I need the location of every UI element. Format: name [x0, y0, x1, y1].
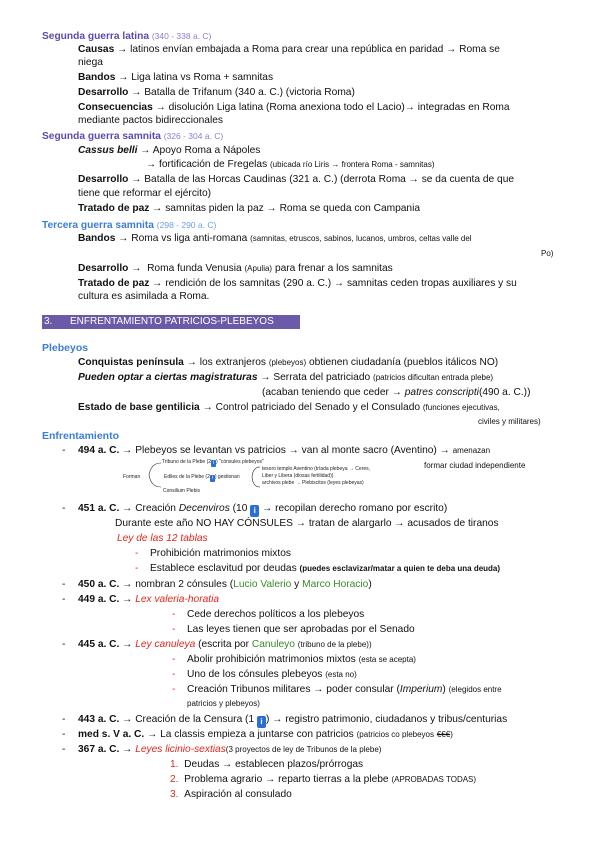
diagram-g1: tesoro templo Aventino (tríada plebeya → Ceres, [262, 466, 371, 472]
bullet-dash-red: - [172, 684, 176, 695]
latina-range: (340 - 338 a. C) [151, 31, 212, 41]
event-445-item-1: Abolir prohibición matrimonios mixtos (esta se acepta) [187, 654, 416, 665]
info-icon: i [250, 505, 259, 517]
event-445: 445 a. C. → Ley canuleya (escrita por Canuleyo (tribuno de la plebe)) [78, 639, 372, 650]
latina-heading [42, 30, 211, 43]
plebeyos-pueden-cont: (acaban teniendo que ceder → patres conscripti(490 a. C.)) [262, 387, 531, 398]
event-367-item-1: 1. Deudas → establecen plazos/prórrogas [170, 759, 364, 770]
info-icon: i [211, 475, 213, 481]
plebeyos-estado: Estado de base gentilicia → Control patriciado del Senado y el Consulado (funciones ejecutivas, [78, 402, 500, 413]
bullet-dash-red: - [172, 669, 176, 680]
bullet-dash-red: - [135, 563, 139, 574]
event-367: 367 a. C. → Leyes licinio-sextias(3 proyectos de ley de Tribunos de la plebe) [78, 744, 382, 755]
bullet-dash: - [62, 445, 66, 456]
samnita2-desarrollo-cont: tiene que reformar el ejército) [78, 188, 212, 199]
samnita3-desarrollo: Desarrollo → Roma funda Venusia (Apulia) para frenar a los samnitas [78, 263, 393, 274]
samnita3-tratado-cont: cultura es asimilada a Roma. [78, 291, 210, 302]
event-450: 450 a. C. → nombran 2 cónsules (Lucio Valerio y Marco Horacio) [78, 579, 372, 590]
diagram-brace-right [248, 465, 262, 489]
plebeyos-pueden: Pueden optar a ciertas magistraturas → Serrata del patriciado (patricios dificultan entrada plebe) [78, 372, 494, 383]
diagram-g3: archivos plebe → Plebiscitos (leyes plebeyas) [262, 480, 364, 486]
event-367-item-2: 2. Problema agrario → reparto tierras a la plebe (APROBADAS TODAS) [170, 774, 477, 785]
bullet-dash: - [62, 744, 66, 755]
diagram-forman: Forman [123, 474, 141, 480]
bullet-dash-red: - [172, 624, 176, 635]
event-med-v: med s. V a. C. → La classis empieza a juntarse con patricios (patricios co plebeyos €€€) [78, 729, 453, 740]
bullet-dash: - [62, 594, 66, 605]
diagram-ediles: Ediles de la Plebe (2 i ) gestionan [164, 474, 240, 481]
samnita2-casus-cont: → fortificación de Fregelas (ubicada río Liris → frontera Roma - samnitas) [146, 159, 435, 170]
plebeyos-conquistas: Conquistas península → los extranjeros (plebeyos) obtienen ciudadanía (pueblos itálicos NO) [78, 357, 499, 368]
diagram-tribuno: Tribuno de la Plebe (2 i ) "cónsules plebeyos" [162, 459, 264, 466]
plebeyos-estado-cont: civiles y militares) [478, 417, 541, 426]
latina-title: Segunda guerra latina [42, 31, 149, 42]
samnita2-casus: Cassus belli → Apoyo Roma a Nápoles [78, 145, 261, 156]
event-449-item-1: Cede derechos políticos a los plebeyos [187, 609, 365, 620]
event-494: 494 a. C. → Plebeyos se levantan vs patricios → van al monte sacro (Aventino) → amenazan [78, 445, 491, 456]
latina-consecuencias: Consecuencias → disolución Liga latina (Roma anexiona todo el Lacio)→ integradas en Roma [78, 102, 510, 113]
samnita3-tratado: Tratado de paz → rendición de los samnitas (290 a. C.) → samnitas ceden tropas auxiliares y su [78, 278, 517, 289]
bullet-dash: - [62, 503, 66, 514]
event-451-ley: Ley de las 12 tablas [117, 533, 208, 544]
info-icon: i [257, 716, 266, 728]
samnita2-tratado: Tratado de paz → samnitas piden la paz → Roma se queda con Campania [78, 203, 421, 214]
samnita3-bandos: Bandos → Roma vs liga anti-romana (samnitas, etruscos, sabinos, lucanos, umbros, celtas valle del [78, 233, 472, 244]
event-449-item-2: Las leyes tienen que ser aprobadas por el Senado [187, 624, 415, 635]
bullet-dash-red: - [172, 654, 176, 665]
event-445-item-3-cont: patricios y plebeyos) [187, 699, 260, 708]
bullet-dash-red: - [172, 609, 176, 620]
latina-causas-cont: niega [78, 57, 103, 68]
bullet-dash: - [62, 579, 66, 590]
latina-desarrollo: Desarrollo → Batalla de Trifanum (340 a. C.) (victoria Roma) [78, 87, 355, 98]
event-443: 443 a. C. → Creación de la Censura (1 i ) → registro patrimonio, ciudadanos y tribus/centurias [78, 714, 508, 726]
event-445-item-3: Creación Tribunos militares → poder consular (Imperium) (elegidos entre [187, 684, 502, 695]
bullet-dash: - [62, 639, 66, 650]
info-icon: i [212, 460, 215, 466]
event-451-item-1: Prohibición matrimonios mixtos [150, 548, 291, 559]
event-367-item-3: 3. Aspiración al consulado [170, 789, 292, 800]
bullet-dash: - [62, 729, 66, 740]
bullet-dash: - [62, 714, 66, 725]
diagram-g2: Liber y Libera (diosas fertilidad)) [262, 473, 334, 479]
samnita3-heading: Tercera guerra samnita (298 - 290 a. C) [42, 220, 217, 231]
diagram-brace-left [143, 460, 163, 490]
diagram-consilium: Consilium Plebis [163, 488, 200, 494]
event-451: 451 a. C. → Creación Decenviros (10 i → recopilan derecho romano por escrito) [78, 503, 448, 515]
latina-causas: Causas → latinos envían embajada a Roma para crear una república en paridad → Roma se [78, 44, 500, 55]
event-494-cont: formar ciudad independiente [424, 461, 526, 470]
event-451-item-2: Establece esclavitud por deudas (puedes esclavizar/matar a quien te deba una deuda) [150, 563, 501, 574]
enfrentamiento-heading: Enfrentamiento [42, 430, 120, 442]
event-445-item-2: Uno de los cónsules plebeyos (esta no) [187, 669, 357, 680]
plebeyos-heading: Plebeyos [42, 342, 89, 354]
section-3-heading: 3. ENFRENTAMIENTO PATRICIOS-PLEBEYOS [42, 315, 300, 329]
bullet-dash-red: - [135, 548, 139, 559]
samnita2-desarrollo: Desarrollo → Batalla de las Horcas Caudinas (321 a. C.) (derrota Roma → se da cuenta de que [78, 174, 515, 185]
event-449: 449 a. C. → Lex valeria-horatia [78, 594, 220, 605]
latina-consecuencias-cont: mediante pactos bidireccionales [78, 115, 223, 126]
event-451-line2: Durante este año NO HAY CÓNSULES → tratan de alargarlo → acusados de tiranos [115, 518, 499, 529]
samnita2-heading: Segunda guerra samnita (326 - 304 a. C) [42, 131, 224, 142]
samnita3-bandos-cont: Po) [541, 249, 554, 258]
latina-bandos: Bandos → Liga latina vs Roma + samnitas [78, 72, 274, 83]
